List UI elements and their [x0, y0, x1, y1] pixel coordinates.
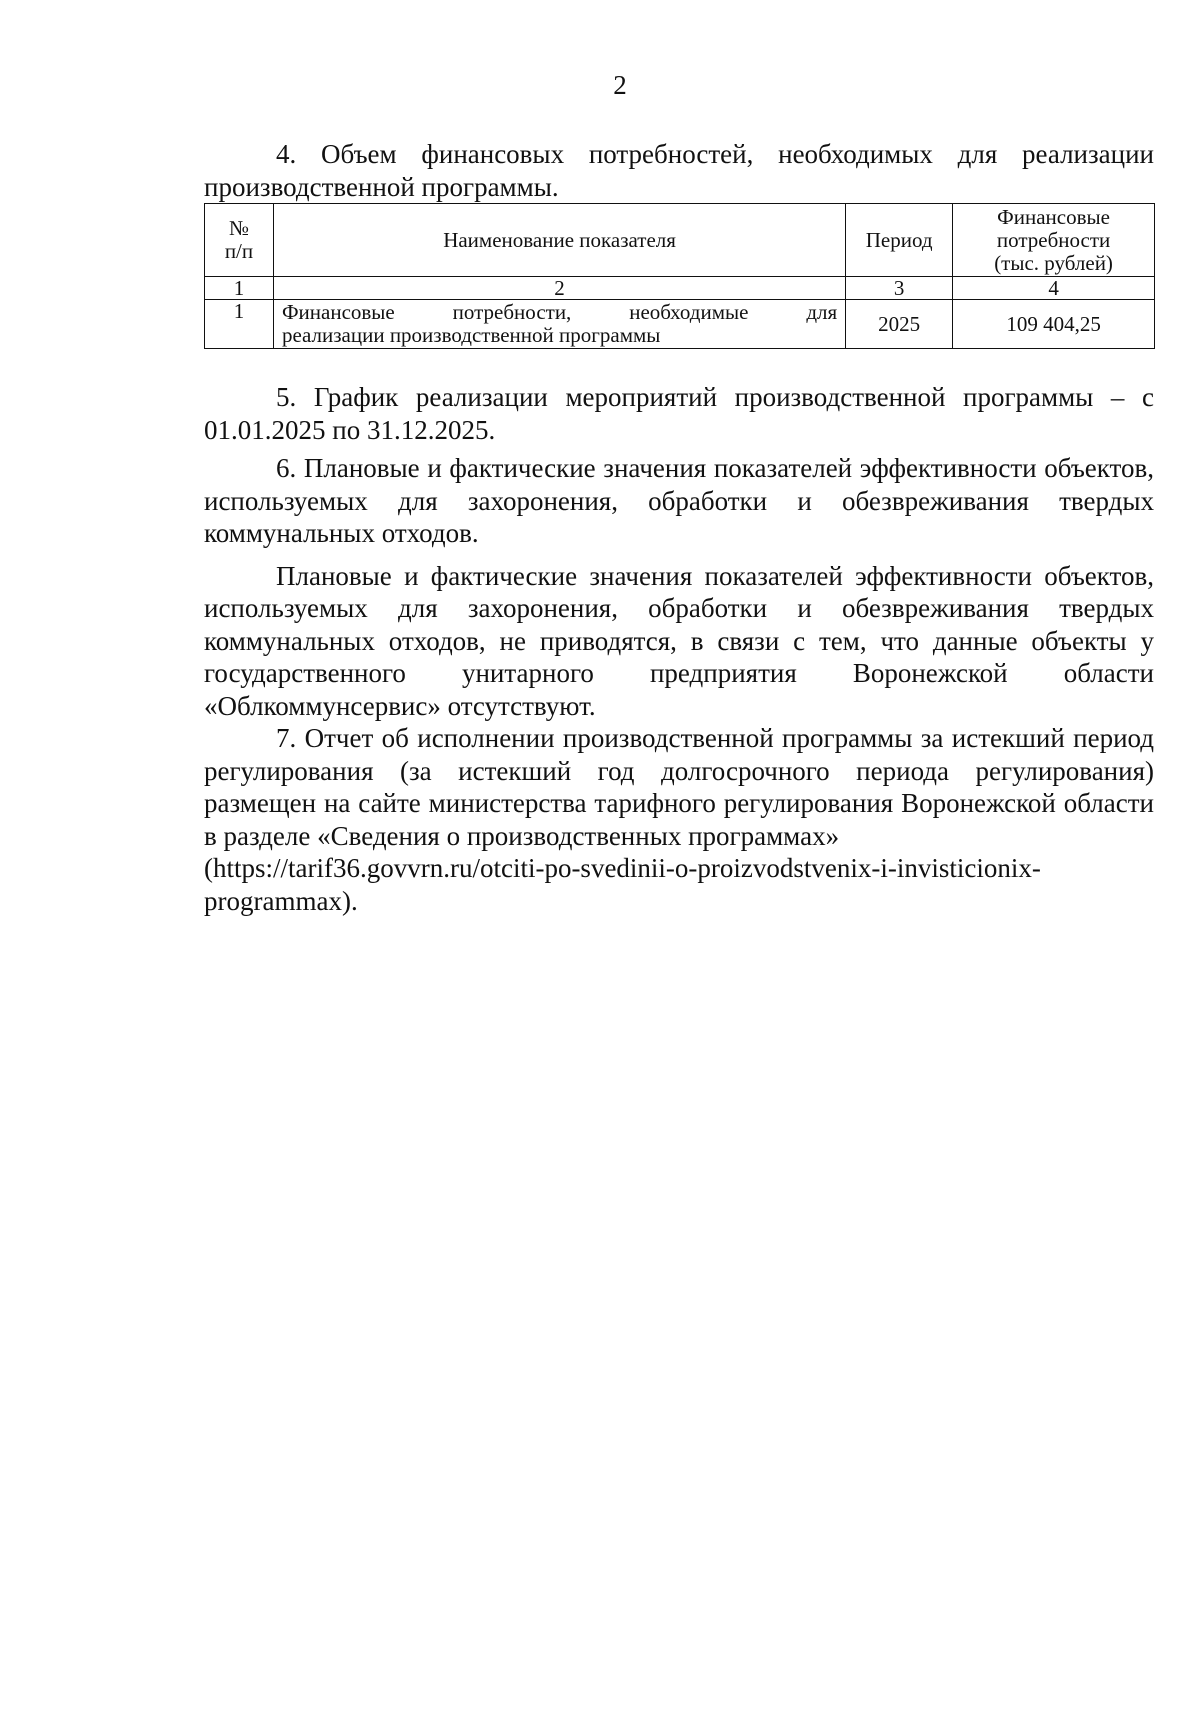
table-row	[205, 300, 1155, 349]
column-number: 2	[273, 277, 845, 300]
section-6-body: Плановые и фактические значения показателей эффективности объектов, используемых для захоронения, обработки и обезвреживания твердых коммунальных отходов, не приводятся, в связи с тем, что данные объекты у государственного унитарного предприятия Воронежской области «Облкоммунсервис» отсутствуют.	[204, 560, 1154, 721]
row-num: 1	[205, 300, 274, 349]
row-name: Финансовые потребности, необходимые для реализации производственной программы	[273, 300, 845, 349]
row-finance: 109 404,25	[953, 300, 1155, 349]
section-5: 5. График реализации мероприятий производственной программы – с 01.01.2025 по 31.12.2025.	[204, 382, 1154, 445]
column-number: 4	[953, 277, 1155, 300]
section-4-heading: 4. Объем финансовых потребностей, необходимых для реализации производственной программы.	[204, 139, 1154, 202]
document-body	[204, 138, 1154, 917]
header-finance: Финансовые потребности (тыс. рублей)	[953, 204, 1155, 277]
row-period: 2025	[846, 300, 953, 349]
column-number-row	[205, 277, 1155, 300]
table-header-row	[205, 204, 1155, 277]
column-number: 3	[846, 277, 953, 300]
header-num: № п/п	[205, 204, 274, 277]
column-number: 1	[205, 277, 274, 300]
section-7-url-line-1: (https://tarif36.govvrn.ru/otciti-po-svedinii-o-proizvodstvenix-i-invisticionix-	[204, 853, 1041, 883]
header-period: Период	[846, 204, 953, 277]
page-number: 2	[613, 70, 627, 100]
financial-needs-table	[204, 203, 1155, 349]
section-7-url-line-2: programmax).	[204, 885, 358, 916]
header-name: Наименование показателя	[273, 204, 845, 277]
section-6-heading: 6. Плановые и фактические значения показателей эффективности объектов, используемых для захоронения, обработки и обезвреживания твердых коммунальных отходов.	[204, 453, 1154, 548]
section-7: 7. Отчет об исполнении производственной программы за истекший период регулирования (за истекший год долгосрочного периода регулирования) размещен на сайте министерства тарифного регулирования Воронежской области в разделе «Сведения о производственных программах»	[204, 723, 1154, 851]
